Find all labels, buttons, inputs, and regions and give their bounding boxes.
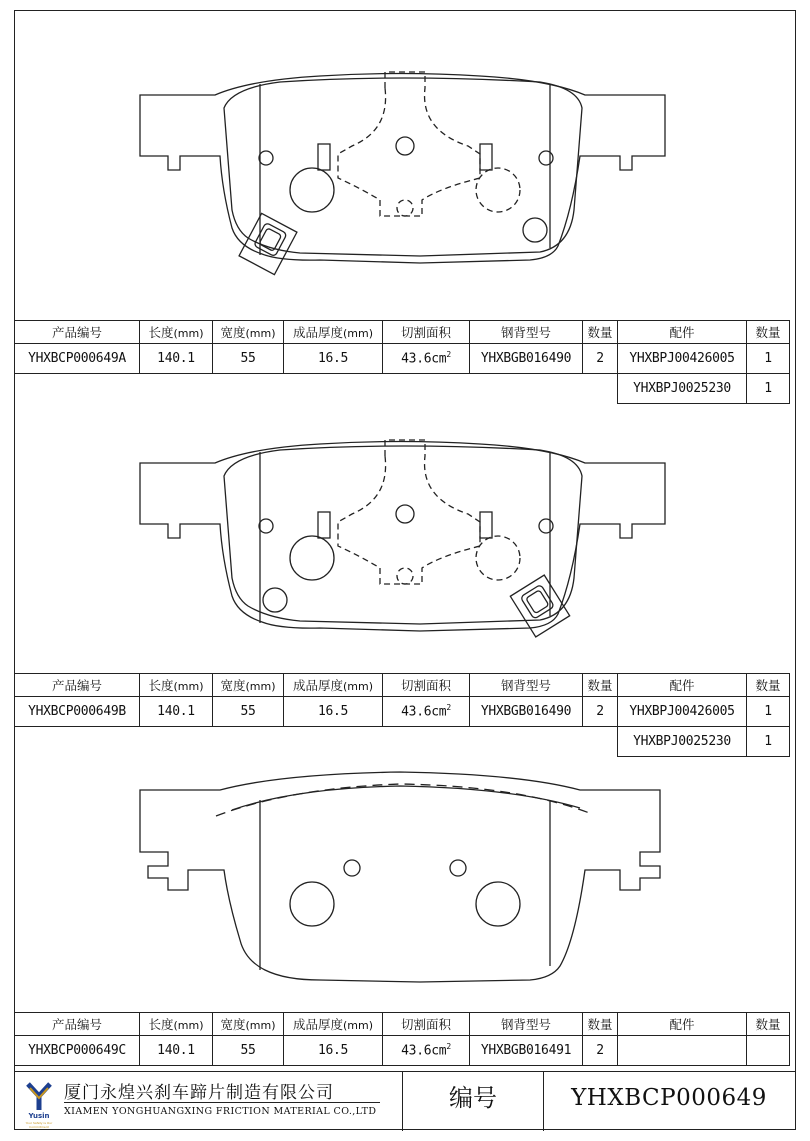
thickness-value: 16.5: [284, 344, 383, 374]
spec-table-b: [14, 673, 790, 757]
divider: [64, 1102, 380, 1103]
drawing-number: YHXBCP000649: [571, 1085, 767, 1111]
header-thickness: 成品厚度(mm): [284, 321, 383, 344]
company-name-cn: 厦门永煌兴刹车蹄片制造有限公司: [64, 1083, 334, 1103]
accessory-qty: 1: [747, 374, 790, 404]
header-width: 宽度(mm): [213, 321, 284, 344]
header-accessory: 配件: [618, 674, 747, 697]
qty-value: 2: [583, 1036, 618, 1066]
brake-pad-drawing-a: [120, 60, 680, 280]
header-length: 长度(mm): [140, 321, 213, 344]
product-no: YHXBCP000649B: [15, 697, 140, 727]
header-thickness: 成品厚度(mm): [284, 1013, 383, 1036]
header-accessory: 配件: [618, 1013, 747, 1036]
length-value: 140.1: [140, 697, 213, 727]
accessory-part: YHXBPJ00426005: [618, 344, 747, 374]
header-product-no: 产品编号: [15, 321, 140, 344]
header-length: 长度(mm): [140, 674, 213, 697]
steel-back-value: YHXBGB016491: [470, 1036, 583, 1066]
qty-value: 2: [583, 697, 618, 727]
accessory-qty: 1: [747, 697, 790, 727]
header-cut-area: 切割面积: [383, 1013, 470, 1036]
brake-pad-drawing-b: [120, 428, 680, 648]
number-label: 编号: [402, 1072, 544, 1131]
width-value: 55: [213, 344, 284, 374]
header-acc-qty: 数量: [747, 674, 790, 697]
title-block: [14, 1071, 796, 1131]
product-no: YHXBCP000649C: [15, 1036, 140, 1066]
header-qty: 数量: [583, 1013, 618, 1036]
qty-value: 2: [583, 344, 618, 374]
header-thickness: 成品厚度(mm): [284, 674, 383, 697]
header-width: 宽度(mm): [213, 1013, 284, 1036]
accessory-part: YHXBPJ0025230: [618, 727, 747, 757]
logo-subtext: Your Safety is Our Commitment: [25, 1121, 53, 1129]
steel-back-value: YHXBGB016490: [470, 697, 583, 727]
header-product-no: 产品编号: [15, 1013, 140, 1036]
header-steel-back: 钢背型号: [470, 321, 583, 344]
thickness-value: 16.5: [284, 697, 383, 727]
cut-area-value: $43.6cm^2$: [383, 697, 470, 727]
header-qty: 数量: [583, 321, 618, 344]
length-value: 140.1: [140, 344, 213, 374]
header-steel-back: 钢背型号: [470, 674, 583, 697]
company-logo: [20, 1078, 58, 1129]
spec-table-a: [14, 320, 790, 404]
accessory-qty: 1: [747, 727, 790, 757]
header-acc-qty: 数量: [747, 1013, 790, 1036]
header-acc-qty: 数量: [747, 321, 790, 344]
accessory-qty: [747, 1036, 790, 1066]
product-no: YHXBCP000649A: [15, 344, 140, 374]
accessory-qty: 1: [747, 344, 790, 374]
accessory-part: [618, 1036, 747, 1066]
width-value: 55: [213, 1036, 284, 1066]
spec-table-c: [14, 1012, 790, 1066]
cut-area-value: $43.6cm^2$: [383, 344, 470, 374]
header-qty: 数量: [583, 674, 618, 697]
header-width: 宽度(mm): [213, 674, 284, 697]
thickness-value: 16.5: [284, 1036, 383, 1066]
header-length: 长度(mm): [140, 1013, 213, 1036]
logo-text: Yusin: [28, 1112, 50, 1120]
header-accessory: 配件: [618, 321, 747, 344]
accessory-part: YHXBPJ0025230: [618, 374, 747, 404]
yusin-logo-icon: [20, 1078, 58, 1112]
company-name-en: XIAMEN YONGHUANGXING FRICTION MATERIAL CO.,LTD: [64, 1106, 377, 1117]
accessory-part: YHXBPJ00426005: [618, 697, 747, 727]
header-product-no: 产品编号: [15, 674, 140, 697]
length-value: 140.1: [140, 1036, 213, 1066]
width-value: 55: [213, 697, 284, 727]
steel-back-value: YHXBGB016490: [470, 344, 583, 374]
brake-pad-drawing-c: [120, 770, 680, 990]
header-cut-area: 切割面积: [383, 321, 470, 344]
header-steel-back: 钢背型号: [470, 1013, 583, 1036]
header-cut-area: 切割面积: [383, 674, 470, 697]
cut-area-value: $43.6cm^2$: [383, 1036, 470, 1066]
